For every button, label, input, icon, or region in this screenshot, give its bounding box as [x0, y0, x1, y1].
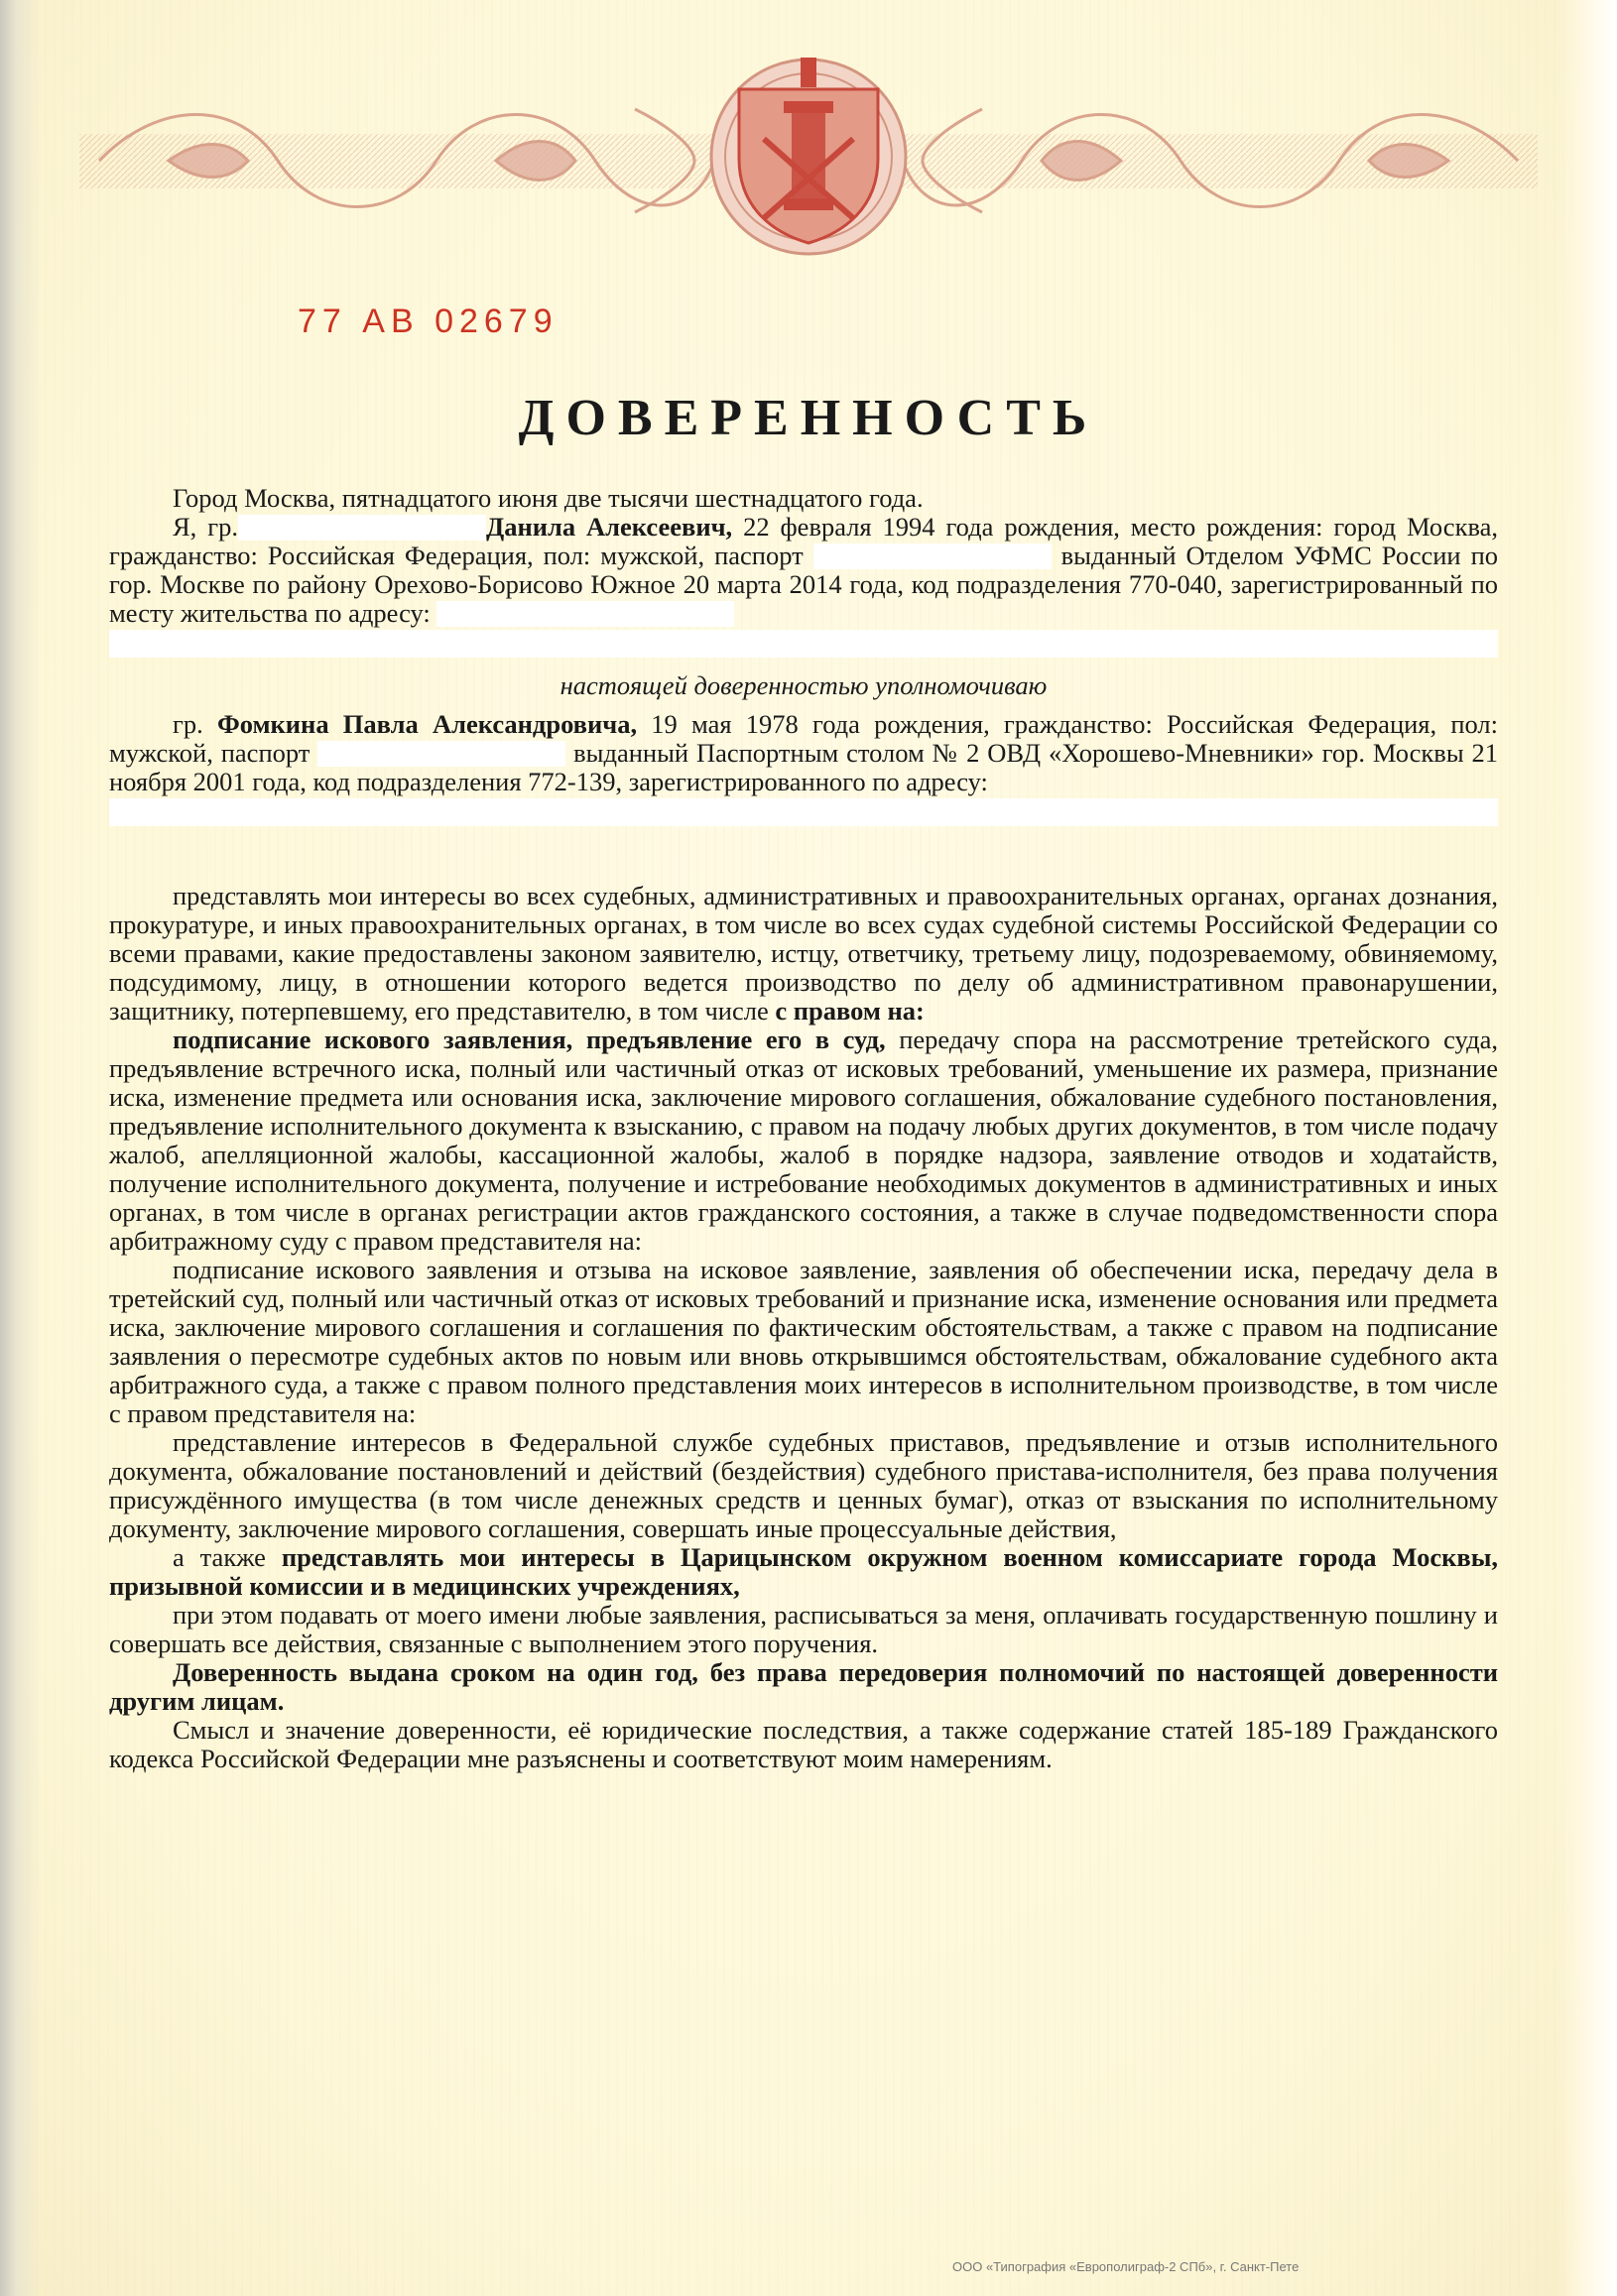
printer-footer: ООО «Типография «Европолиграф-2 СПб», г. Санкт-Пете: [952, 2259, 1300, 2274]
scan-edge-left: [0, 0, 40, 2296]
paragraph-signing: при этом подавать от моего имени любые заявления, расписываться за меня, оплачивать государственную пошлину и совершать все действия, связанные с выполнением этого поручения.: [109, 1600, 1498, 1658]
paragraph-court-powers: [109, 1026, 1498, 1256]
redacted-rep-address-line: [109, 798, 1498, 826]
redacted-rep-passport: [317, 741, 565, 767]
redacted-surname: [238, 515, 486, 541]
representative-name: Фомкина Павла Александровича,: [216, 709, 638, 739]
court-powers-text: передачу спора на рассмотрение третейского суда, предъявление встречного иска, полный или частичный отказ от исковых требований, уменьшение их размера, признание иска, изменение предмета или основания иска, заключение мирового соглашения, обжалование судебного постановления, предъявление исполнительного документа к взысканию, с правом на подачу любых других документов, в том числе подачу жалоб, апелляционной жалобы, кассационной жалобы, жалоб в порядке надзора, заявление отводов и ходатайств, получение исполнительного документа, получение и истребование необходимых документов в административных и иных органах, в том числе в органах регистрации актов гражданского состояния, а также в случае подведомственности спора арбитражному суду с правом представителя на:: [109, 1025, 1498, 1256]
principal-details: 22 февраля 1994 года рождения, место рождения: город Москва, гражданство: Российская Федерация, пол: мужской, паспорт: [109, 512, 1498, 570]
redacted-address: [436, 601, 734, 627]
redacted-passport: [813, 544, 1052, 569]
term-bold: Доверенность выдана сроком на один год, без права передоверия полномочий по настоящей доверенности другим лицам.: [109, 1657, 1498, 1716]
document-body: [109, 484, 1498, 1773]
paragraph-represent: [109, 882, 1498, 1026]
paragraph-understanding: Смысл и значение доверенности, её юридические последствия, а также содержание статей 185-189 Гражданского кодекса Российской Федерации мне разъяснены и соответствуют моим намерениям.: [109, 1715, 1498, 1773]
paragraph-authorize: настоящей доверенностью уполномочиваю: [560, 670, 1048, 700]
represent-text: представлять мои интересы во всех судебных, административных и правоохранительных органах, органах дознания, прокуратуре, и иных правоохранительных органах, в том числе во всех судах судебной системы Российской Федерации со всеми правами, какие предоставлены законом заявителю, истцу, ответчику, третьему лицу, подозреваемому, обвиняемому, подсудимому, лицу, в отношении которого ведется производство по делу об административном правонарушении, защитнику, потерпевшему, его представителю, в том числе: [109, 881, 1498, 1026]
form-serial-number: 77 АВ 02679: [298, 302, 559, 340]
principal-prefix: Я, гр.: [173, 512, 238, 542]
paragraph-military: [109, 1543, 1498, 1601]
paragraph-term: [109, 1658, 1498, 1716]
paragraph-bailiff-powers: представление интересов в Федеральной службе судебных приставов, предъявление и отзыв исполнительного документа, обжалование постановлений и действий (бездействия) судебного пристава-исполнителя, без права получения присуждённого имущества (в том числе денежных средств и ценных бумаг), отказ от взыскания по исполнительному документу, заключение мирового соглашения, совершать иные процессуальные действия,: [109, 1427, 1498, 1543]
military-bold: представлять мои интересы в Царицынском окружном военном комиссариате города Москвы, призывной комиссии и в медицинских учреждениях,: [109, 1542, 1499, 1601]
principal-name: Данила Алексеевич,: [485, 512, 733, 542]
scan-edge-right: [1557, 0, 1617, 2296]
spacer: [109, 826, 1498, 882]
guilloche-ornament: [79, 40, 1538, 288]
representative-prefix: гр.: [173, 709, 203, 739]
representative-passport-issuer: выданный Паспортным столом № 2 ОВД «Хорошево-Мневники» гор. Москвы 21 ноября 2001 года, код подразделения 772-139, зарегистрированного по адресу:: [109, 738, 1499, 796]
court-powers-bold: подписание искового заявления, предъявление его в суд,: [173, 1025, 886, 1054]
document-title: ДОВЕРЕННОСТЬ: [518, 390, 1099, 446]
representative-details: 19 мая 1978 года рождения, гражданство: Российская Федерация, пол: мужской, паспорт: [109, 709, 1499, 768]
paragraph-representative: [109, 710, 1498, 796]
principal-passport-issuer: выданный Отделом УФМС России по гор. Москве по району Орехово-Борисово Южное 20 марта 2014 года, код подразделения 770-040, зарегистрированный по месту жительства по адресу:: [109, 541, 1499, 628]
paragraph-place-date: Город Москва, пятнадцатого июня две тысячи шестнадцатого года.: [173, 483, 924, 513]
notary-chamber-emblem-icon: [711, 58, 906, 254]
military-prefix: а также: [173, 1542, 266, 1572]
represent-rights-bold: с правом на:: [775, 996, 925, 1026]
paragraph-arbitration-powers: подписание искового заявления и отзыва на исковое заявление, заявления об обеспечении иска, передачу дела в третейский суд, полный или частичный отказ от исковых требований и признание иска, изменение основания или предмета иска, заключение мирового соглашения и соглашения по фактическим обстоятельствам, а также с правом на подписание заявления о пересмотре судебных актов по новым или вновь открывшимся обстоятельствам, обжалование судебного акта арбитражного суда, а также с правом полного представления моих интересов в исполнительном производстве, в том числе с правом представителя на:: [109, 1255, 1498, 1428]
redacted-address-line: [109, 630, 1498, 658]
paragraph-principal: [109, 513, 1498, 628]
